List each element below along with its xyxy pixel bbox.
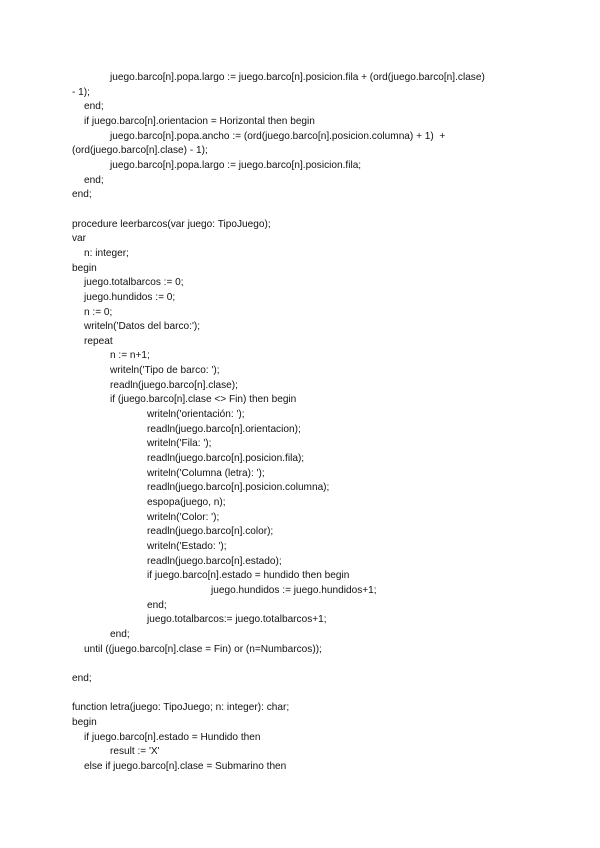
code-line: begin bbox=[72, 262, 97, 274]
code-line: espopa(juego, n); bbox=[147, 497, 226, 509]
code-line: function letra(juego: TipoJuego; n: integer): char; bbox=[72, 702, 290, 714]
code-line: juego.totalbarcos := 0; bbox=[84, 277, 184, 289]
code-line: juego.barco[n].popa.largo := juego.barco[n].posicion.fila + (ord(juego.barco[n].clase) bbox=[110, 72, 485, 83]
code-line: readln(juego.barco[n].color); bbox=[147, 526, 274, 538]
code-line: readln(juego.barco[n].posicion.fila); bbox=[147, 453, 305, 465]
code-line: if juego.barco[n].estado = hundido then begin bbox=[147, 570, 350, 582]
code-line: readln(juego.barco[n].clase); bbox=[110, 379, 238, 391]
code-line: readln(juego.barco[n].estado); bbox=[147, 555, 282, 567]
code-line: begin bbox=[72, 716, 97, 728]
code-line: until ((juego.barco[n].clase = Fin) or (n=Numbarcos)); bbox=[84, 643, 322, 655]
code-line: juego.barco[n].popa.ancho := (ord(juego.barco[n].posicion.columna) + 1) + bbox=[110, 130, 446, 142]
code-line: else if juego.barco[n].clase = Submarino then bbox=[84, 760, 287, 772]
code-line: (ord(juego.barco[n].clase) - 1); bbox=[72, 145, 208, 157]
code-line: if (juego.barco[n].clase <> Fin) then begin bbox=[110, 394, 297, 406]
code-line: repeat bbox=[84, 335, 113, 347]
code-line: n := n+1; bbox=[110, 350, 150, 362]
code-line: end; bbox=[147, 599, 167, 611]
code-line: juego.hundidos := 0; bbox=[84, 291, 176, 303]
code-line: juego.totalbarcos:= juego.totalbarcos+1; bbox=[147, 614, 327, 626]
code-line: end; bbox=[84, 101, 104, 113]
code-line: writeln('orientación: '); bbox=[147, 409, 245, 421]
code-line: var bbox=[72, 233, 87, 245]
code-line: if juego.barco[n].estado = Hundido then bbox=[84, 731, 261, 743]
code-line: end; bbox=[72, 189, 92, 201]
code-line: juego.hundidos := juego.hundidos+1; bbox=[211, 584, 377, 596]
code-line: n := 0; bbox=[84, 306, 113, 318]
blank-line bbox=[72, 687, 542, 702]
code-line: writeln('Columna (letra): '); bbox=[147, 467, 265, 479]
blank-line bbox=[72, 657, 542, 672]
code-line: writeln('Datos del barco:'); bbox=[84, 321, 201, 333]
code-line: end; bbox=[84, 174, 104, 186]
code-line: procedure leerbarcos(var juego: TipoJuego); bbox=[72, 218, 271, 230]
blank-line bbox=[72, 203, 542, 218]
code-line: writeln('Estado: '); bbox=[147, 541, 227, 552]
code-line: readln(juego.barco[n].orientacion); bbox=[147, 423, 301, 435]
code-line: end; bbox=[72, 672, 92, 684]
code-line: writeln('Tipo de barco: '); bbox=[110, 365, 220, 377]
code-line: writeln('Fila: '); bbox=[147, 438, 212, 450]
code-line: readln(juego.barco[n].posicion.columna); bbox=[147, 482, 330, 494]
code-listing bbox=[72, 71, 542, 775]
code-line: end; bbox=[110, 628, 130, 640]
code-line: juego.barco[n].popa.largo := juego.barco[n].posicion.fila; bbox=[110, 159, 362, 171]
code-line: n: integer; bbox=[84, 247, 129, 259]
code-line: writeln('Color: '); bbox=[147, 511, 220, 523]
code-line: if juego.barco[n].orientacion = Horizontal then begin bbox=[84, 115, 315, 127]
code-line: result := 'X' bbox=[110, 746, 160, 758]
code-line: - 1); bbox=[72, 86, 90, 98]
